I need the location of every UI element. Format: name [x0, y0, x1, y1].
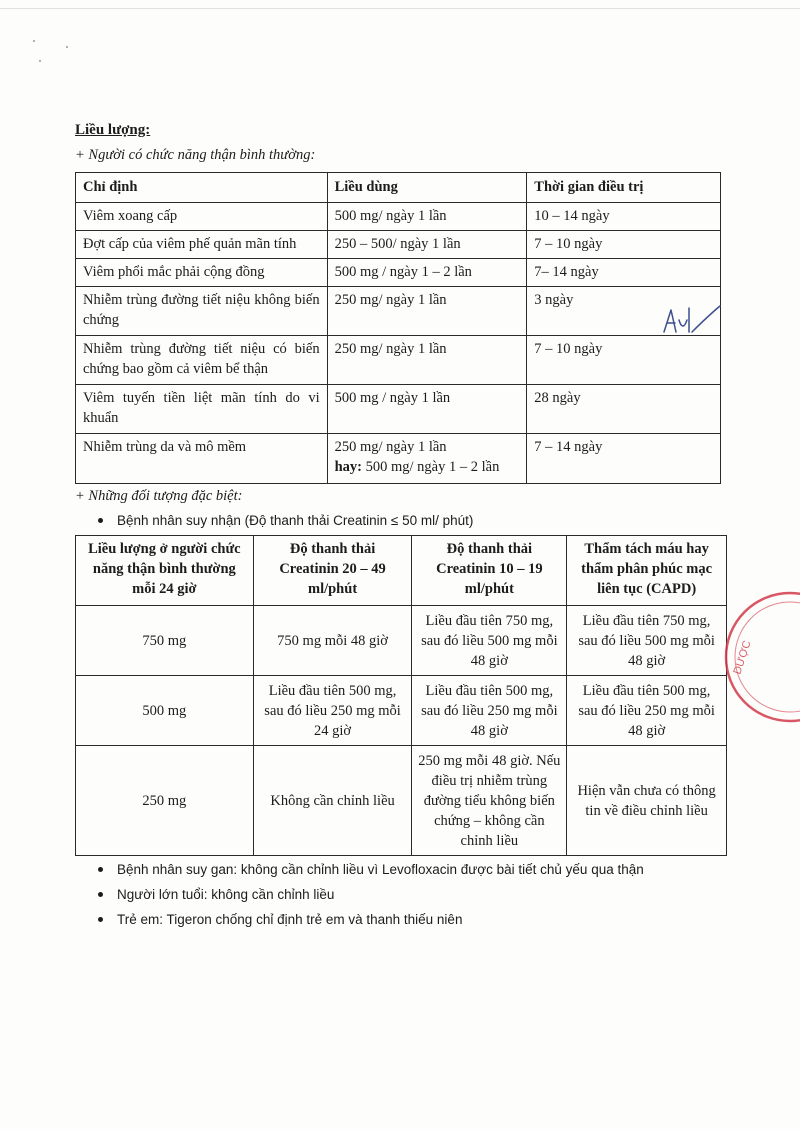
dose-line: 250 mg/ ngày 1 lần: [334, 439, 447, 455]
dose-alternative-line: [335, 457, 520, 477]
table-row: [76, 231, 721, 259]
table-cell: 750 mg mỗi 48 giờ: [253, 606, 412, 676]
bullet-text: Bệnh nhân suy nhận (Độ thanh thải Creatinin ≤ 50 ml/ phút): [117, 513, 474, 528]
table-header-row: [76, 536, 727, 606]
table-row: [76, 385, 721, 434]
dose-cell: 250 mg/ ngày 1 lần: [327, 287, 527, 336]
table-row: [76, 336, 721, 385]
special-populations-label: + Những đối tượng đặc biệt:: [75, 488, 243, 504]
table-cell: Không cần chỉnh liều: [253, 746, 412, 856]
dose-cell: 250 mg/ ngày 1 lần: [327, 336, 527, 385]
column-header-clcr-10-19: Độ thanh thải Creatinin 10 – 19 ml/phút: [412, 536, 567, 606]
indication-cell: Đợt cấp của viêm phế quản mãn tính: [76, 231, 328, 259]
duration-cell: 3 ngày: [527, 287, 721, 336]
indication-cell: Nhiễm trùng da và mô mềm: [76, 434, 328, 484]
pharmacy-stamp-icon: [700, 585, 800, 735]
bullet-text: Người lớn tuổi: không cần chỉnh liều: [117, 887, 335, 902]
elderly-bullet: [98, 887, 334, 902]
table-row: [76, 676, 727, 746]
table-header-row: [76, 173, 721, 203]
dose-alternative-value: 500 mg/ ngày 1 – 2 lần: [362, 459, 500, 475]
column-header-dialysis: Thẩm tách máu hay thẩm phân phúc mạc liên tục (CAPD): [567, 536, 727, 606]
signature-icon: [662, 302, 724, 338]
bullet-text: Trẻ em: Tigeron chống chỉ định trẻ em và thanh thiếu niên: [117, 912, 463, 927]
indication-cell: Nhiễm trùng đường tiết niệu có biến chứng bao gồm cả viêm bể thận: [76, 336, 328, 385]
dose-cell: [327, 434, 527, 484]
duration-cell: 7 – 10 ngày: [527, 231, 721, 259]
table-cell: Liều đầu tiên 500 mg, sau đó liều 250 mg mỗi 48 giờ: [567, 676, 727, 746]
table-cell: Liều đầu tiên 500 mg, sau đó liều 250 mg mỗi 48 giờ: [412, 676, 567, 746]
duration-cell: 7 – 10 ngày: [527, 336, 721, 385]
duration-cell: 7– 14 ngày: [527, 259, 721, 287]
column-header-indication: Chỉ định: [76, 173, 328, 203]
dosage-table: [75, 172, 721, 484]
table-cell: 500 mg: [76, 676, 254, 746]
table-cell: 750 mg: [76, 606, 254, 676]
column-header-normal-dose: Liều lượng ở người chức năng thận bình thường mỗi 24 giờ: [76, 536, 254, 606]
indication-cell: Nhiễm trùng đường tiết niệu không biến chứng: [76, 287, 328, 336]
hepatic-impairment-bullet: [98, 862, 644, 877]
indication-cell: Viêm phổi mắc phải cộng đồng: [76, 259, 328, 287]
table-row: [76, 287, 721, 336]
dose-cell: 500 mg / ngày 1 – 2 lần: [327, 259, 527, 287]
column-header-clcr-20-49: Độ thanh thải Creatinin 20 – 49 ml/phút: [253, 536, 412, 606]
scan-speck: [33, 40, 35, 42]
column-header-duration: Thời gian điều trị: [527, 173, 721, 203]
table-cell: Liều đầu tiên 500 mg, sau đó liều 250 mg mỗi 24 giờ: [253, 676, 412, 746]
dose-cell: 250 – 500/ ngày 1 lần: [327, 231, 527, 259]
duration-cell: 7 – 14 ngày: [527, 434, 721, 484]
table-cell: 250 mg mỗi 48 giờ. Nếu điều trị nhiễm trùng đường tiểu không biến chứng – không cần chỉnh liều: [412, 746, 567, 856]
bullet-icon: [98, 892, 103, 897]
scan-top-edge: [0, 8, 800, 9]
bullet-icon: [98, 867, 103, 872]
table-row: [76, 746, 727, 856]
table-cell: Hiện vẫn chưa có thông tin về điều chỉnh liều: [567, 746, 727, 856]
duration-cell: 10 – 14 ngày: [527, 203, 721, 231]
indication-cell: Viêm xoang cấp: [76, 203, 328, 231]
bullet-text: Bệnh nhân suy gan: không cần chỉnh liều vì Levofloxacin được bài tiết chủ yếu qua thận: [117, 862, 644, 877]
table-cell: 250 mg: [76, 746, 254, 856]
table-row: [76, 434, 721, 484]
scan-speck: [39, 60, 41, 62]
table-cell: Liều đầu tiên 750 mg, sau đó liều 500 mg mỗi 48 giờ: [567, 606, 727, 676]
dosage-heading: Liều lượng:: [75, 122, 151, 138]
table-row: [76, 259, 721, 287]
renal-impairment-bullet: [98, 513, 473, 528]
column-header-dose: Liều dùng: [327, 173, 527, 203]
bullet-icon: [98, 518, 103, 523]
normal-renal-label: + Người có chức năng thận bình thường:: [75, 147, 316, 163]
dose-cell: 500 mg/ ngày 1 lần: [327, 203, 527, 231]
stamp-text: DƯỢC: [731, 639, 754, 676]
dose-cell: 500 mg / ngày 1 lần: [327, 385, 527, 434]
duration-cell: 28 ngày: [527, 385, 721, 434]
table-row: [76, 203, 721, 231]
table-cell: Liều đầu tiên 750 mg, sau đó liều 500 mg mỗi 48 giờ: [412, 606, 567, 676]
children-bullet: [98, 912, 462, 927]
indication-cell: Viêm tuyến tiền liệt mãn tính do vi khuẩn: [76, 385, 328, 434]
dose-alternative-prefix: hay:: [334, 459, 362, 475]
scan-speck: [66, 46, 68, 48]
table-row: [76, 606, 727, 676]
bullet-icon: [98, 917, 103, 922]
renal-dosage-table: [75, 535, 727, 856]
